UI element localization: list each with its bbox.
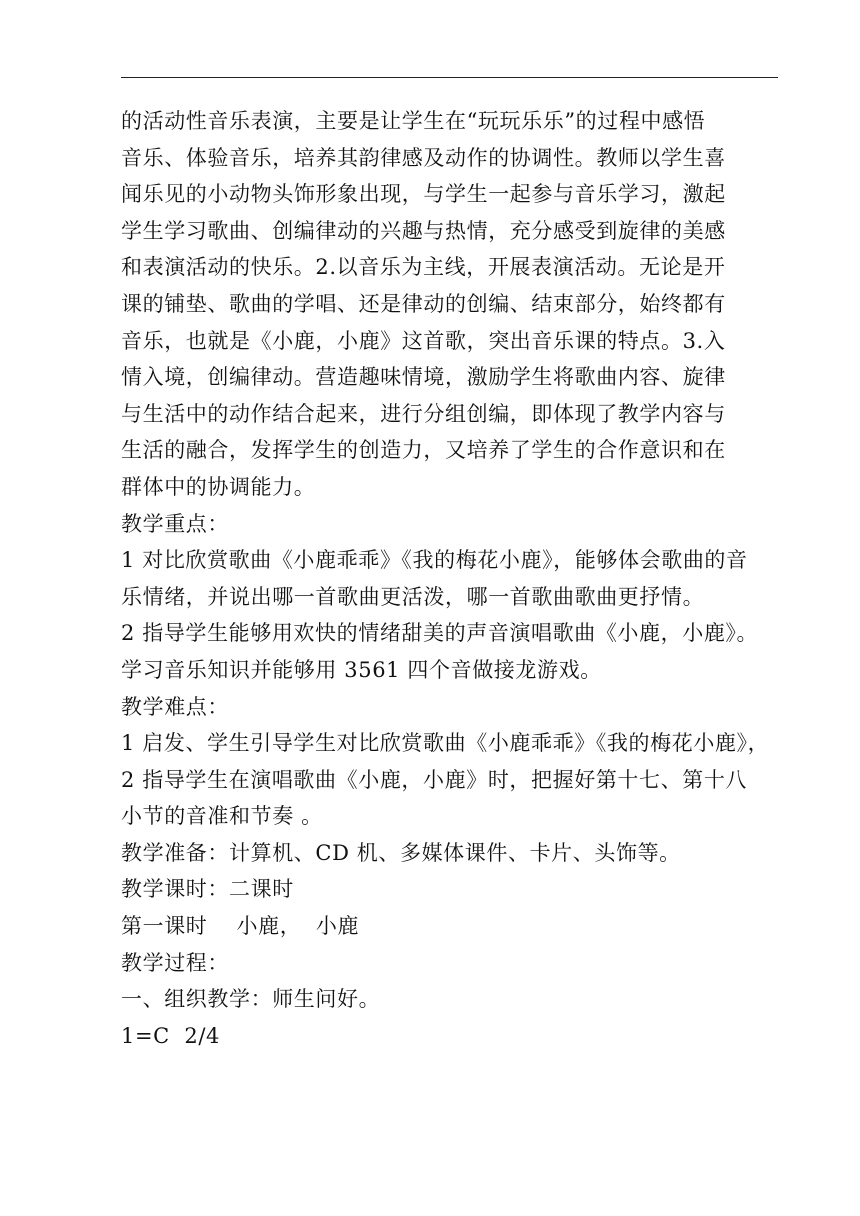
header-rule xyxy=(121,77,778,78)
difficulty-line: 1 启发、学生引导学生对比欣赏歌曲《小鹿乖乖》《我的梅花小鹿》， xyxy=(121,731,770,756)
paragraph-line: 群体中的协调能力。 xyxy=(121,474,316,499)
difficulty-line: 小节的音准和节奏 。 xyxy=(121,804,323,829)
paragraph-line: 课的铺垫、歌曲的学唱、还是律动的创编、结束部分，始终都有 xyxy=(121,291,726,316)
key-point-line: 学习音乐知识并能够用 3561 四个音做接龙游戏。 xyxy=(121,657,602,682)
teaching-hours: 教学课时：二课时 xyxy=(121,877,294,902)
paragraph-line: 生活的融合，发挥学生的创造力，又培养了学生的合作意识和在 xyxy=(121,438,726,463)
teaching-preparation: 教学准备：计算机、CD 机、多媒体课件、卡片、头饰等。 xyxy=(121,840,681,865)
key-points-heading: 教学重点： xyxy=(121,511,229,536)
paragraph-line: 闻乐见的小动物头饰形象出现，与学生一起参与音乐学习，激起 xyxy=(121,182,726,207)
paragraph-line: 情入境，创编律动。营造趣味情境，激励学生将歌曲内容、旋律 xyxy=(121,365,726,390)
paragraph-line: 的活动性音乐表演，主要是让学生在“玩玩乐乐”的过程中感悟 xyxy=(121,109,706,133)
paragraph-line: 和表演活动的快乐。2.以音乐为主线，开展表演活动。无论是开 xyxy=(121,255,726,280)
key-point-line: 2 指导学生能够用欢快的情绪甜美的声音演唱歌曲《小鹿，小鹿》。 xyxy=(121,621,759,646)
difficulty-line: 2 指导学生在演唱歌曲《小鹿，小鹿》时，把握好第十七、第十八 xyxy=(121,767,748,792)
paragraph-line: 音乐、体验音乐，培养其韵律感及动作的协调性。教师以学生喜 xyxy=(121,145,726,170)
step-one: 一、组织教学：师生问好。 xyxy=(121,987,381,1012)
process-heading: 教学过程： xyxy=(121,950,229,975)
key-point-line: 乐情绪，并说出哪一首歌曲更活泼，哪一首歌曲歌曲更抒情。 xyxy=(121,584,705,609)
paragraph-line: 与生活中的动作结合起来，进行分组创编，即体现了教学内容与 xyxy=(121,401,726,426)
difficulties-heading: 教学难点： xyxy=(121,694,229,719)
lesson-title: 第一课时 小鹿， 小鹿 xyxy=(121,914,360,939)
paragraph-line: 学生学习歌曲、创编律动的兴趣与热情，充分感受到旋律的美感 xyxy=(121,218,726,243)
key-point-line: 1 对比欣赏歌曲《小鹿乖乖》《我的梅花小鹿》，能够体会歌曲的音 xyxy=(121,548,748,573)
document-body xyxy=(121,103,779,1054)
key-signature: 1=C 2/4 xyxy=(121,1023,220,1048)
paragraph-line: 音乐，也就是《小鹿，小鹿》这首歌，突出音乐课的特点。3.入 xyxy=(121,328,726,353)
